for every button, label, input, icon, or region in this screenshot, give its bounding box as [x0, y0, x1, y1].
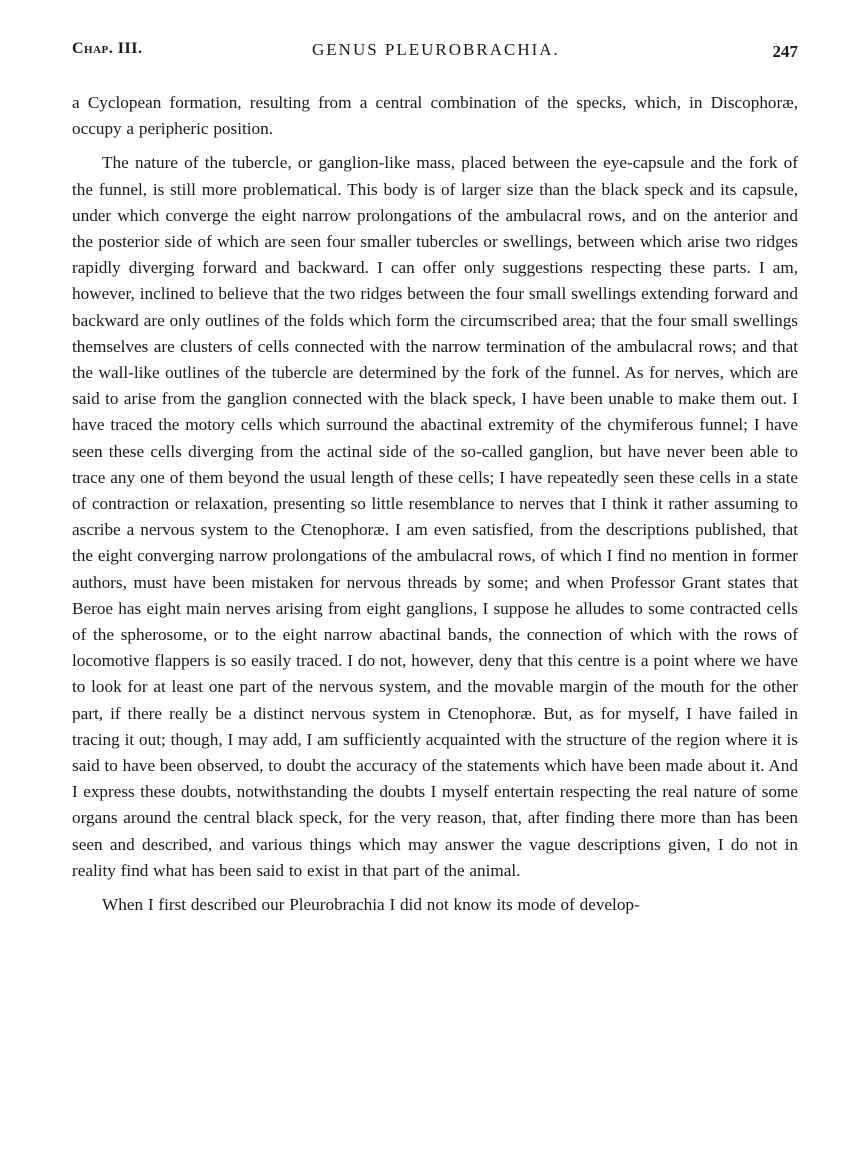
page-number: 247 [772, 42, 798, 61]
paragraph-continuation: a Cyclopean formation, resulting from a central combination of the specks, which, in Discophoræ, occupy a peripheric position. [72, 93, 798, 139]
paragraph-development: When I first described our Pleurobrachia I did not know its mode of develop- [102, 895, 640, 915]
chapter-label: Chap. III. [72, 40, 143, 57]
body-text [72, 90, 798, 918]
running-title: GENUS PLEUROBRACHIA. [312, 40, 560, 59]
running-head [72, 40, 798, 76]
book-page [72, 40, 798, 918]
paragraph-tubercle: The nature of the tubercle, or ganglion-like mass, placed between the eye-capsule and the fork of the funnel, is still more problematical. This body is of larger size than the black speck and its capsule, under which converge the eight narrow prolongations of the ambulacral rows, and on the anterior and the posterior side of which are seen four smaller tubercles or swellings, between which arise two ridges rapidly diverging forward and backward. I can offer only suggestions respecting these parts. I am, however, inclined to believe that the two ridges between the four small swellings extending forward and backward are only outlines of the folds which form the circumscribed area; that the four small swellings themselves are clusters of cells connected with the narrow termination of the ambulacral rows; and that the wall-like outlines of the tubercle are determined by the fork of the funnel. As for nerves, which are said to arise from the ganglion connected with the black speck, I have been unable to make them out. I have traced the motory cells which surround the abactinal extremity of the chymiferous funnel; I have seen these cells diverging from the actinal side of the so-called ganglion, but have never been able to trace any one of them beyond the usual length of these cells; I have repeatedly seen these cells in a state of contraction or relaxation, presenting so little resemblance to nerves that I think it rather assuming to ascribe a nervous system to the Ctenophoræ. I am even satisfied, from the descriptions published, that the eight converging narrow prolongations of the ambulacral rows, of which I find no mention in former authors, must have been mistaken for nervous threads by some; and when Professor Grant states that Beroe has eight main nerves arising from eight ganglions, I suppose he alludes to some contracted cells of the spherosome, or to the eight narrow abactinal bands, the connection of which with the rows of locomotive flappers is so easily traced. I do not, however, deny that this centre is a point where we have to look for at least one part of the nervous system, and the movable margin of the mouth for the other part, if there really be a distinct nervous system in Ctenophoræ. But, as for myself, I have failed in tracing it out; though, I may add, I am sufficiently acquainted with the structure of the region where it is said to have been observed, to doubt the accuracy of the statements which have been made about it. And I express these doubts, notwithstanding the doubts I myself entertain respecting the real nature of some organs around the central black speck, for the very reason, that, after finding there more than has been seen and described, and various things which may answer the vague descriptions given, I do not in reality find what has been said to exist in that part of the animal. [72, 153, 798, 880]
